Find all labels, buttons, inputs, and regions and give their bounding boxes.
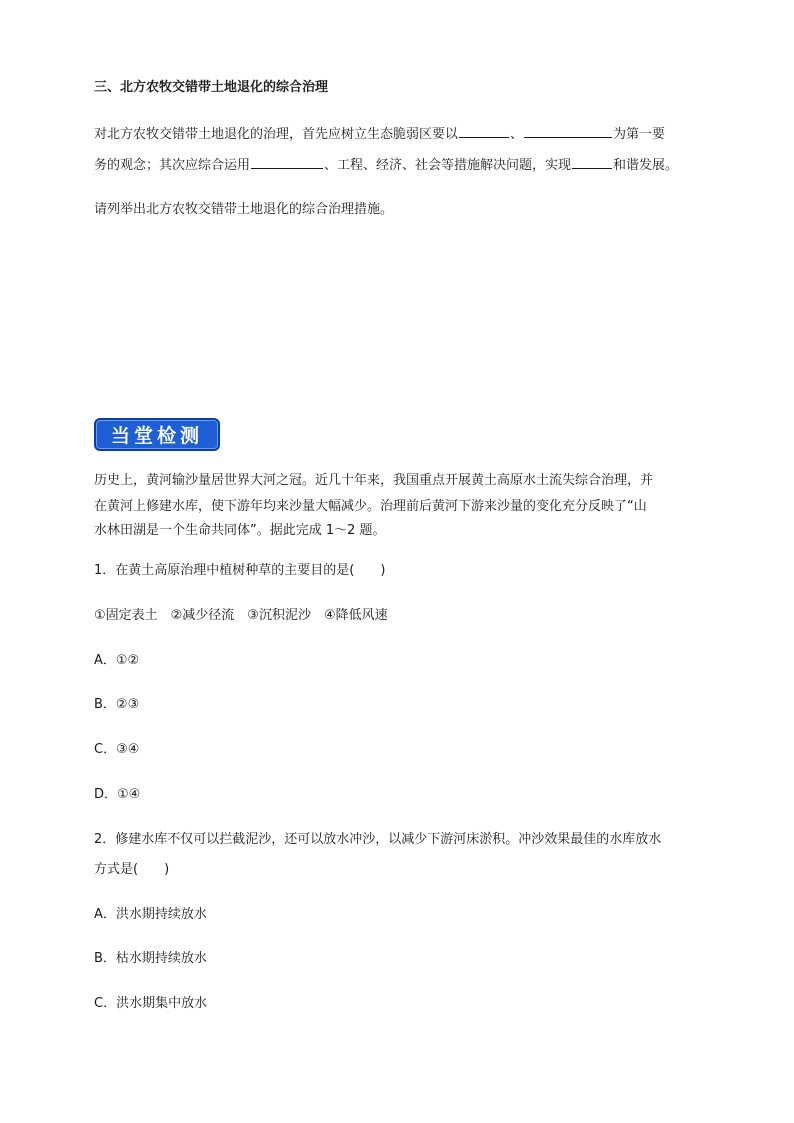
text-segment: 为第一要 (613, 127, 666, 142)
q1-option-d[interactable]: D．①④ (94, 787, 141, 802)
text-segment: 、 (510, 127, 524, 142)
question-1-stem: 1．在黄土高原治理中植树种草的主要目的是( ) (94, 563, 386, 578)
fill-in-line-1 (94, 124, 665, 144)
answer-blank-2[interactable] (524, 124, 612, 138)
answer-blank-4[interactable] (572, 155, 612, 169)
question-2-stem-cont: 方式是( ) (94, 862, 170, 877)
passage-line: 历史上，黄河输沙量居世界大河之冠。近几十年来，我国重点开展黄土高原水土流失综合治理，并 (94, 473, 654, 488)
prompt-text: 请列举出北方农牧交错带土地退化的综合治理措施。 (94, 202, 394, 217)
q2-option-c[interactable]: C．洪水期集中放水 (94, 996, 208, 1011)
section-heading: 三、北方农牧交错带土地退化的综合治理 (94, 80, 329, 95)
question-2-stem: 2．修建水库不仅可以拦截泥沙，还可以放水冲沙，以减少下游河床淤积。冲沙效果最佳的水库放水 (94, 832, 662, 847)
q1-option-b[interactable]: B．②③ (94, 697, 140, 712)
answer-blank-1[interactable] (459, 124, 509, 138)
text-segment: 对北方农牧交错带土地退化的治理，首先应树立生态脆弱区要以 (94, 127, 459, 142)
question-1-items: ①固定表土 ②减少径流 ③沉积泥沙 ④降低风速 (94, 608, 388, 623)
text-segment: 务的观念；其次应综合运用 (94, 158, 251, 173)
q1-option-a[interactable]: A．①② (94, 653, 140, 668)
section-badge (94, 418, 220, 451)
passage-line: 在黄河上修建水库，使下游年均来沙量大幅减少。治理前后黄河下游来沙量的变化充分反映了“山 (94, 499, 647, 514)
fill-in-line-2 (94, 155, 678, 175)
text-segment: 、工程、经济、社会等措施解决问题，实现 (324, 158, 572, 173)
badge-label: 当堂检测 (110, 425, 203, 447)
text-segment: 和谐发展。 (613, 158, 679, 173)
passage-line: 水林田湖是一个生命共同体”。据此完成 1～2 题。 (94, 523, 386, 538)
q2-option-a[interactable]: A．洪水期持续放水 (94, 907, 207, 922)
q2-option-b[interactable]: B．枯水期持续放水 (94, 951, 207, 966)
answer-blank-3[interactable] (251, 155, 323, 169)
q1-option-c[interactable]: C．③④ (94, 742, 140, 757)
